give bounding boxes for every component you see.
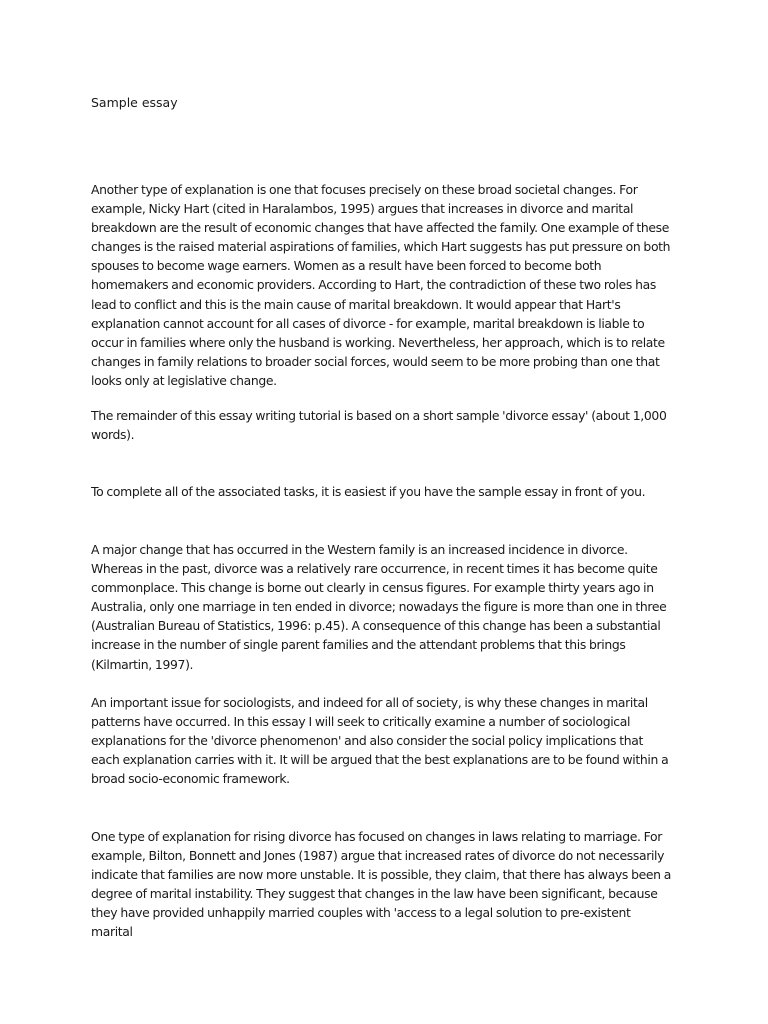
- paragraph-hart-explanation: Another type of explanation is one that focuses precisely on these broad societal changes. For example, Nicky Hart (cited in Haralambos, 1995) argues that increases in divorce and marital breakdown are the result of economic changes that have affected the family. One example of these changes is the raised material aspirations of families, which Hart suggests has put pressure on both spouses to become wage earners. Women as a result have been forced to become both homemakers and economic providers. According to Hart, the contradiction of these two roles has lead to conflict and this is the main cause of marital breakdown. It would appear that Hart's explanation cannot account for all cases of divorce - for example, marital breakdown is liable to occur in families where only the husband is working. Nevertheless, her approach, which is to relate changes in family relations to broader social forces, would seem to be more probing than one that looks only at legislative change.: [91, 182, 671, 388]
- paragraph-divorce-incidence: A major change that has occurred in the Western family is an increased incidence in divorce. Whereas in the past, divorce was a relatively rare occurrence, in recent times it has become quite commonplace. This change is borne out clearly in census figures. For example thirty years ago in Australia, only one marriage in ten ended in divorce; nowadays the figure is more than one in three (Australian Bureau of Statistics, 1996: p.45). A consequence of this change has been a substantial increase in the number of single parent families and the attendant problems that this brings (Kilmartin, 1997).: [91, 542, 667, 672]
- paragraph-legal-explanation: One type of explanation for rising divorce has focused on changes in laws relating to marriage. For example, Bilton, Bonnett and Jones (1987) argue that increased rates of divorce do not necessarily indicate that families are now more unstable. It is possible, they claim, that there has always been a degree of marital instability. They suggest that changes in the law have been significant, because they have provided unhappily married couples with 'access to a legal solution to pre-existent marital: [91, 829, 672, 940]
- paragraph-sociological-issue: An important issue for sociologists, and indeed for all of society, is why these changes in marital patterns have occurred. In this essay I will seek to critically examine a number of sociological explanations for the 'divorce phenomenon' and also consider the social policy implications that each explanation carries with it. It will be argued that the best explanations are to be found within a broad socio-economic framework.: [91, 695, 669, 787]
- paragraph-task-instruction: To complete all of the associated tasks, it is easiest if you have the sample essay in front of you.: [91, 484, 646, 499]
- paragraph-tutorial-note: The remainder of this essay writing tutorial is based on a short sample 'divorce essay' (about 1,000 words).: [91, 408, 667, 443]
- document-title: Sample essay: [91, 95, 178, 110]
